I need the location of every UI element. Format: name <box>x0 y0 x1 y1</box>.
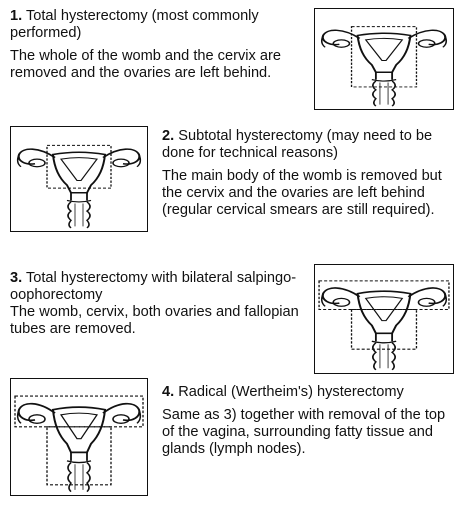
section-2-description: The main body of the womb is removed but the cervix and the ovaries are left behind (regular cervical smears are still required). <box>162 168 442 218</box>
section-2 <box>162 128 454 219</box>
uterus-diagram-icon <box>315 265 453 373</box>
diagram-total-hysterectomy-bso <box>314 264 454 374</box>
section-4-title: 4. Radical (Wertheim's) hysterectomy <box>162 384 404 400</box>
diagram-radical-hysterectomy <box>10 378 148 496</box>
section-3-title: 3. Total hysterectomy with bilateral salpingo-oophorectomy <box>10 270 297 303</box>
uterus-diagram-icon <box>11 127 147 231</box>
section-2-title: 2. Subtotal hysterectomy (may need to be done for technical reasons) <box>162 128 433 161</box>
section-1-description: The whole of the womb and the cervix are removed and the ovaries are left behind. <box>10 48 281 81</box>
uterus-diagram-icon <box>11 379 147 495</box>
uterus-diagram-icon <box>315 9 453 109</box>
diagram-subtotal-hysterectomy <box>10 126 148 232</box>
section-1-title: 1. Total hysterectomy (most commonly performed) <box>10 8 259 41</box>
diagram-total-hysterectomy <box>314 8 454 110</box>
section-4-description: Same as 3) together with removal of the top of the vagina, surrounding fatty tissue and glands (lymph nodes). <box>162 407 446 457</box>
section-3 <box>10 270 305 338</box>
section-1 <box>10 8 300 82</box>
section-3-description: The womb, cervix, both ovaries and fallopian tubes are removed. <box>10 304 299 337</box>
section-4 <box>162 384 454 458</box>
